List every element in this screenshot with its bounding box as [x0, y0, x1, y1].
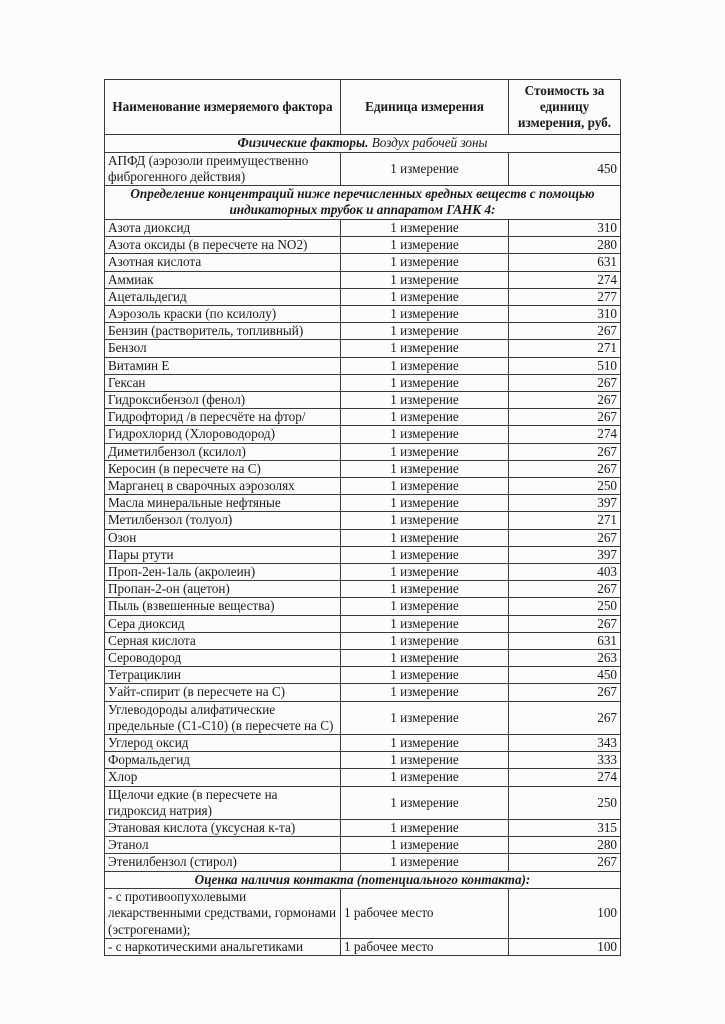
- item-unit: 1 измерение: [341, 409, 509, 426]
- item-name: Азота оксиды (в пересчете на NO2): [105, 237, 341, 254]
- item-name: Масла минеральные нефтяные: [105, 495, 341, 512]
- table-row: [105, 820, 621, 837]
- price-table: [104, 79, 621, 956]
- item-unit: 1 измерение: [341, 667, 509, 684]
- table-row: [105, 581, 621, 598]
- table-row-apfd: [105, 152, 621, 185]
- section-physical-plain: Воздух рабочей зоны: [371, 135, 488, 150]
- item-price: 274: [509, 769, 621, 786]
- item-price: 267: [509, 684, 621, 701]
- table-row: [105, 615, 621, 632]
- item-unit: 1 измерение: [341, 512, 509, 529]
- apfd-unit: 1 измерение: [341, 152, 509, 185]
- item-unit: 1 измерение: [341, 786, 509, 819]
- item-price: 280: [509, 837, 621, 854]
- item-price: 267: [509, 374, 621, 391]
- table-row: [105, 752, 621, 769]
- item-name: Тетрациклин: [105, 667, 341, 684]
- item-name: Гидрофторид /в пересчёте на фтор/: [105, 409, 341, 426]
- item-price: 267: [509, 854, 621, 871]
- table-row: [105, 340, 621, 357]
- item-unit: 1 измерение: [341, 701, 509, 734]
- table-row: [105, 684, 621, 701]
- table-row: [105, 254, 621, 271]
- item-price: 267: [509, 529, 621, 546]
- item-name: Уайт-спирит (в пересчете на С): [105, 684, 341, 701]
- item-price: 250: [509, 598, 621, 615]
- item-name: Пары ртути: [105, 546, 341, 563]
- item-unit: 1 рабочее место: [341, 938, 509, 955]
- item-unit: 1 измерение: [341, 288, 509, 305]
- item-name: Гидроксибензол (фенол): [105, 391, 341, 408]
- table-row: [105, 391, 621, 408]
- item-name: Пропан-2-он (ацетон): [105, 581, 341, 598]
- item-name: Пыль (взвешенные вещества): [105, 598, 341, 615]
- table-row: [105, 477, 621, 494]
- item-name: Озон: [105, 529, 341, 546]
- item-unit: 1 измерение: [341, 357, 509, 374]
- item-price: 343: [509, 735, 621, 752]
- item-name: Щелочи едкие (в пересчете на гидроксид натрия): [105, 786, 341, 819]
- item-unit: 1 измерение: [341, 391, 509, 408]
- item-unit: 1 измерение: [341, 752, 509, 769]
- item-name: Хлор: [105, 769, 341, 786]
- item-name: Витамин Е: [105, 357, 341, 374]
- table-row: [105, 563, 621, 580]
- table-row: [105, 443, 621, 460]
- item-name: Марганец в сварочных аэрозолях: [105, 477, 341, 494]
- item-name: Керосин (в пересчете на С): [105, 460, 341, 477]
- table-row: [105, 889, 621, 939]
- table-row: [105, 219, 621, 236]
- item-price: 100: [509, 938, 621, 955]
- item-price: 267: [509, 409, 621, 426]
- item-price: 397: [509, 546, 621, 563]
- item-name: - с противоопухолевыми лекарственными средствами, гормонами (эстрогенами);: [105, 889, 341, 939]
- item-name: Серная кислота: [105, 632, 341, 649]
- item-price: 274: [509, 271, 621, 288]
- item-unit: 1 измерение: [341, 529, 509, 546]
- item-name: Ацетальдегид: [105, 288, 341, 305]
- table-row: [105, 632, 621, 649]
- item-price: 267: [509, 460, 621, 477]
- table-row: [105, 512, 621, 529]
- header-name: Наименование измеряемого фактора: [105, 80, 341, 135]
- item-price: 271: [509, 340, 621, 357]
- item-unit: 1 измерение: [341, 460, 509, 477]
- item-unit: 1 измерение: [341, 237, 509, 254]
- table-header-row: [105, 80, 621, 135]
- item-price: 267: [509, 323, 621, 340]
- section-row-gank: [105, 185, 621, 219]
- item-unit: 1 измерение: [341, 477, 509, 494]
- table-body: [105, 135, 621, 956]
- item-unit: 1 измерение: [341, 649, 509, 666]
- item-price: 280: [509, 237, 621, 254]
- item-unit: 1 измерение: [341, 563, 509, 580]
- item-unit: 1 измерение: [341, 305, 509, 322]
- item-unit: 1 измерение: [341, 271, 509, 288]
- table-row: [105, 271, 621, 288]
- table-row: [105, 837, 621, 854]
- section-physical-bold: Физические факторы.: [237, 135, 369, 150]
- item-price: 631: [509, 254, 621, 271]
- table-row: [105, 938, 621, 955]
- item-unit: 1 измерение: [341, 340, 509, 357]
- section-row-physical: [105, 135, 621, 153]
- item-unit: 1 измерение: [341, 615, 509, 632]
- item-unit: 1 измерение: [341, 769, 509, 786]
- section-row-contact: [105, 871, 621, 889]
- item-unit: 1 измерение: [341, 374, 509, 391]
- item-name: Метилбензол (толуол): [105, 512, 341, 529]
- item-price: 271: [509, 512, 621, 529]
- table-row: [105, 529, 621, 546]
- item-unit: 1 измерение: [341, 684, 509, 701]
- table-row: [105, 357, 621, 374]
- item-unit: 1 измерение: [341, 426, 509, 443]
- item-price: 333: [509, 752, 621, 769]
- item-name: Этановая кислота (уксусная к-та): [105, 820, 341, 837]
- section-gank: Определение концентраций ниже перечисленных вредных веществ с помощью индикаторных трубок и аппаратом ГАНК 4:: [105, 185, 621, 219]
- item-name: Аэрозоль краски (по ксилолу): [105, 305, 341, 322]
- item-price: 403: [509, 563, 621, 580]
- item-name: Диметилбензол (ксилол): [105, 443, 341, 460]
- item-unit: 1 измерение: [341, 820, 509, 837]
- header-price: Стоимость за единицу измерения, руб.: [509, 80, 621, 135]
- item-unit: 1 измерение: [341, 219, 509, 236]
- item-name: Азотная кислота: [105, 254, 341, 271]
- item-name: Этенилбензол (стирол): [105, 854, 341, 871]
- item-name: Азота диоксид: [105, 219, 341, 236]
- item-price: 263: [509, 649, 621, 666]
- item-name: Проп-2ен-1аль (акролеин): [105, 563, 341, 580]
- item-unit: 1 измерение: [341, 546, 509, 563]
- item-name: Этанол: [105, 837, 341, 854]
- table-row: [105, 701, 621, 734]
- table-row: [105, 374, 621, 391]
- table-row: [105, 495, 621, 512]
- item-price: 100: [509, 889, 621, 939]
- item-price: 631: [509, 632, 621, 649]
- item-unit: 1 измерение: [341, 443, 509, 460]
- item-name: Сера диоксид: [105, 615, 341, 632]
- table-row: [105, 288, 621, 305]
- section-contact: Оценка наличия контакта (потенциального контакта):: [105, 871, 621, 889]
- item-price: 267: [509, 701, 621, 734]
- table-row: [105, 323, 621, 340]
- table-row: [105, 237, 621, 254]
- item-unit: 1 измерение: [341, 598, 509, 615]
- item-name: Углерод оксид: [105, 735, 341, 752]
- table-row: [105, 546, 621, 563]
- item-price: 277: [509, 288, 621, 305]
- item-price: 267: [509, 615, 621, 632]
- item-name: - с наркотическими анальгетиками: [105, 938, 341, 955]
- item-name: Гексан: [105, 374, 341, 391]
- item-name: Формальдегид: [105, 752, 341, 769]
- item-unit: 1 измерение: [341, 495, 509, 512]
- table-row: [105, 426, 621, 443]
- item-unit: 1 рабочее место: [341, 889, 509, 939]
- apfd-price: 450: [509, 152, 621, 185]
- item-price: 250: [509, 786, 621, 819]
- item-name: Аммиак: [105, 271, 341, 288]
- item-price: 267: [509, 581, 621, 598]
- header-unit: Единица измерения: [341, 80, 509, 135]
- item-price: 274: [509, 426, 621, 443]
- item-price: 267: [509, 443, 621, 460]
- item-name: Гидрохлорид (Хлороводород): [105, 426, 341, 443]
- item-unit: 1 измерение: [341, 254, 509, 271]
- section-physical: [105, 135, 621, 153]
- table-row: [105, 305, 621, 322]
- table-row: [105, 598, 621, 615]
- item-name: Сероводород: [105, 649, 341, 666]
- item-price: 397: [509, 495, 621, 512]
- item-name: Бензин (растворитель, топливный): [105, 323, 341, 340]
- item-unit: 1 измерение: [341, 735, 509, 752]
- item-price: 510: [509, 357, 621, 374]
- table-row: [105, 769, 621, 786]
- item-price: 250: [509, 477, 621, 494]
- item-unit: 1 измерение: [341, 323, 509, 340]
- table-row: [105, 735, 621, 752]
- table-row: [105, 460, 621, 477]
- item-price: 315: [509, 820, 621, 837]
- item-unit: 1 измерение: [341, 837, 509, 854]
- item-unit: 1 измерение: [341, 581, 509, 598]
- table-row: [105, 649, 621, 666]
- item-unit: 1 измерение: [341, 854, 509, 871]
- item-unit: 1 измерение: [341, 632, 509, 649]
- item-price: 450: [509, 667, 621, 684]
- table-row: [105, 854, 621, 871]
- table-row: [105, 667, 621, 684]
- table-row: [105, 786, 621, 819]
- item-price: 310: [509, 219, 621, 236]
- apfd-name: АПФД (аэрозоли преимущественно фиброгенного действия): [105, 152, 341, 185]
- item-price: 310: [509, 305, 621, 322]
- item-name: Углеводороды алифатические предельные (С1-С10) (в пересчете на С): [105, 701, 341, 734]
- item-name: Бензол: [105, 340, 341, 357]
- table-row: [105, 409, 621, 426]
- item-price: 267: [509, 391, 621, 408]
